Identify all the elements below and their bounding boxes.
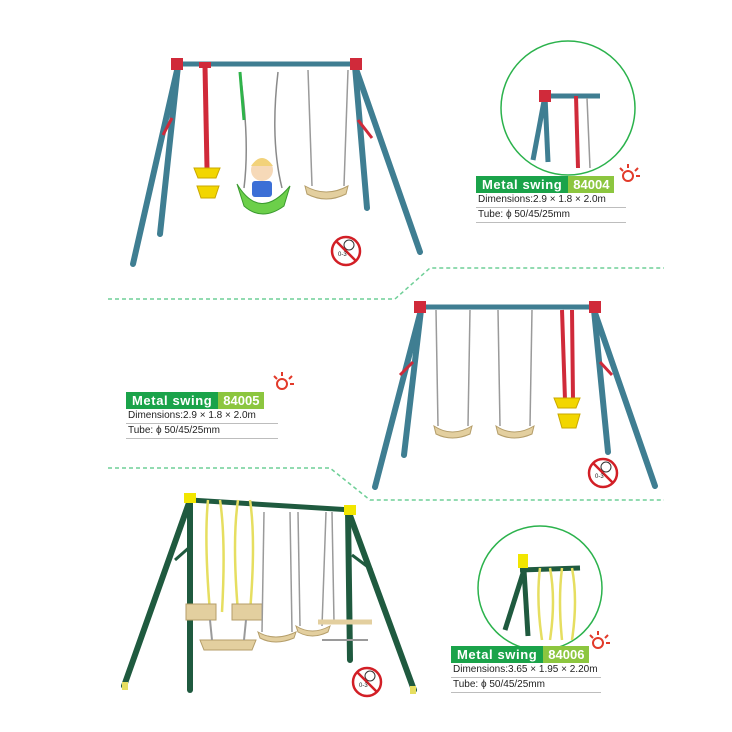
product-title: Metal swing: [451, 646, 543, 663]
detail-circle-84004: [501, 41, 635, 175]
age-badge-text-84006: 0-3: [359, 683, 368, 689]
swing-set-84004: [133, 58, 420, 264]
tube-text: Tube: ϕ 50/45/25mm: [476, 208, 626, 223]
age-warning-icon-84006: [353, 668, 381, 696]
age-badge-text-84005: 0-3: [595, 474, 604, 480]
age-badge-text-84004: 0-3: [338, 252, 347, 258]
title-tag: [451, 646, 601, 663]
product-label-84004: [476, 176, 626, 223]
detail-circle-84006: [478, 526, 602, 650]
product-code: 84004: [568, 176, 614, 193]
swing-set-84005: [375, 301, 655, 487]
swing-set-84006: [122, 493, 416, 694]
product-code: 84006: [543, 646, 589, 663]
tube-text: Tube: ϕ 50/45/25mm: [126, 424, 278, 439]
product-code: 84005: [218, 392, 264, 409]
product-title: Metal swing: [476, 176, 568, 193]
tube-text: Tube: ϕ 50/45/25mm: [451, 678, 601, 693]
title-tag: [126, 392, 278, 409]
sparkle-icon-84005: [274, 372, 294, 389]
dimensions-text: Dimensions:2.9 × 1.8 × 2.0m: [476, 193, 626, 208]
title-tag: [476, 176, 626, 193]
product-label-84006: [451, 646, 601, 693]
product-label-84005: [126, 392, 278, 439]
age-warning-icon-84004: [332, 237, 360, 265]
dimensions-text: Dimensions:2.9 × 1.8 × 2.0m: [126, 409, 278, 424]
product-title: Metal swing: [126, 392, 218, 409]
dimensions-text: Dimensions:3.65 × 1.95 × 2.20m: [451, 663, 601, 678]
age-warning-icon-84005: [589, 459, 617, 487]
dashed-divider-1: [108, 268, 664, 299]
